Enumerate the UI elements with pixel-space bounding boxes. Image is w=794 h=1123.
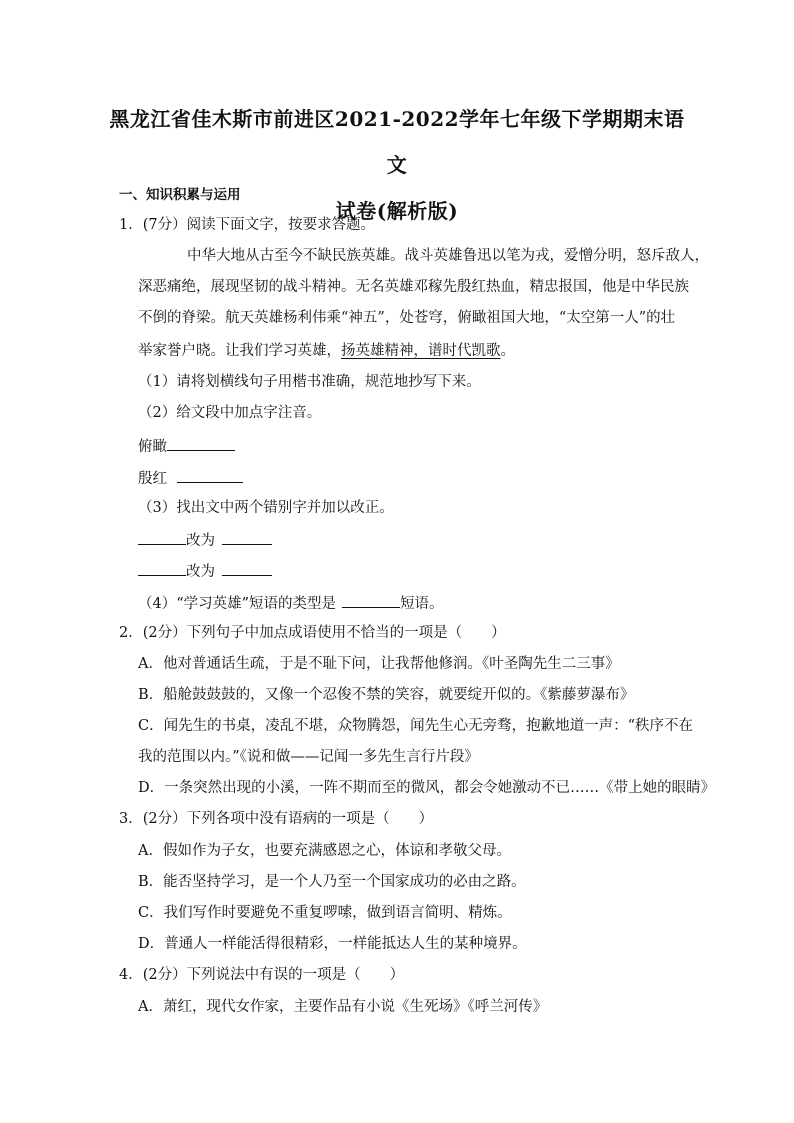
pinyin-row-yinhong (138, 466, 243, 490)
correction-row-2 (138, 559, 272, 583)
question-2-option-c-line-2: 我的范围以内。”《说和做——记闻一多先生言行片段》 (138, 749, 479, 765)
question-2-option-d: D．一条突然出现的小溪，一阵不期而至的微风，都会令她激动不已……《带上她的眼睛》 (138, 780, 716, 796)
question-4-option-a: A．萧红，现代女作家，主要作品有小说《生死场》《呼兰河传》 (138, 999, 548, 1015)
question-2-option-c-line-1: C．闻先生的书桌，凌乱不堪，众物腾怨，闻先生心无旁骛，抱歉地道一声：“秩序不在 (138, 718, 694, 734)
title-line-1: 黑龙江省佳木斯市前进区2021-2022学年七年级下学期期末语文 (109, 107, 685, 177)
title-line-2: 试卷(解析版) (335, 199, 459, 223)
sub-4-prompt: （4）“学习英雄”短语的类型是 (138, 596, 337, 612)
wrong-char-blank-1[interactable] (138, 528, 186, 545)
passage-line-4-end: 。 (500, 343, 515, 359)
section-heading: 一、知识积累与运用 (119, 187, 241, 203)
underlined-sentence: 扬英雄精神，谱时代凯歌 (341, 343, 501, 359)
answer-blank-yinhong[interactable] (177, 466, 243, 483)
phrase-type-blank[interactable] (342, 591, 400, 608)
passage-line-3: 不倒的脊梁。航天英雄杨利伟乘“神五”，处苍穹，俯瞰祖国大地，“太空第一人”的壮 (138, 310, 676, 326)
right-char-blank-1[interactable] (222, 528, 272, 545)
question-2-option-a: A．他对普通话生疏，于是不耻下问，让我帮他修润。《叶圣陶先生二三事》 (138, 656, 620, 672)
passage-line-2: 深恶痛绝，展现坚韧的战斗精神。无名英雄邓稼先殷红热血，精忠报国，他是中华民族 (138, 279, 689, 295)
question-2-option-b: B．船舱鼓鼓鼓的，又像一个忍俊不禁的笑容，就要绽开似的。《紫藤萝瀑布》 (138, 687, 635, 703)
question-1-sub-3: （3）找出文中两个错别字并加以改正。 (138, 500, 394, 516)
question-3-option-c: C．我们写作时要避免不重复啰嗦，做到语言简明、精炼。 (138, 905, 512, 921)
passage-line-4 (138, 340, 515, 362)
question-1-sub-1: （1）请将划横线句子用楷书准确，规范地抄写下来。 (138, 374, 481, 390)
pinyin-row-fukan (138, 434, 235, 458)
passage-line-4-start: 举家誉户晓。让我们学习英雄， (138, 343, 341, 359)
answer-blank-fukan[interactable] (167, 434, 235, 451)
question-4-stem: 4．(2分）下列说法中有误的一项是（ ） (119, 967, 405, 983)
question-3-option-b: B．能否坚持学习，是一个人乃至一个国家成功的必由之路。 (138, 874, 526, 890)
wrong-char-blank-2[interactable] (138, 559, 186, 576)
right-char-blank-2[interactable] (222, 559, 272, 576)
question-1-stem: 1．(7分）阅读下面文字，按要求答题。 (119, 217, 376, 233)
word-fukan: 俯瞰 (138, 439, 167, 455)
correction-row-1 (138, 528, 272, 552)
passage-line-1: 中华大地从古至今不缺民族英雄。战斗英雄鲁迅以笔为戎，爱憎分明，怒斥敌人， (187, 248, 709, 264)
question-1-sub-2: （2）给文段中加点字注音。 (138, 405, 322, 421)
sub-4-suffix: 短语。 (400, 596, 444, 612)
word-yinhong: 殷红 (138, 471, 167, 487)
question-3-option-d: D．普通人一样能活得很精彩，一样能抵达人生的某种境界。 (138, 936, 527, 952)
change-to-label-1: 改为 (186, 533, 215, 549)
change-to-label-2: 改为 (186, 564, 215, 580)
question-1-sub-4 (138, 591, 444, 615)
question-3-option-a: A．假如作为子女，也要充满感恩之心，体谅和孝敬父母。 (138, 843, 511, 859)
question-3-stem: 3．(2分）下列各项中没有语病的一项是（ ） (119, 811, 434, 827)
question-2-stem: 2．(2分）下列句子中加点成语使用不恰当的一项是（ ） (119, 625, 506, 641)
